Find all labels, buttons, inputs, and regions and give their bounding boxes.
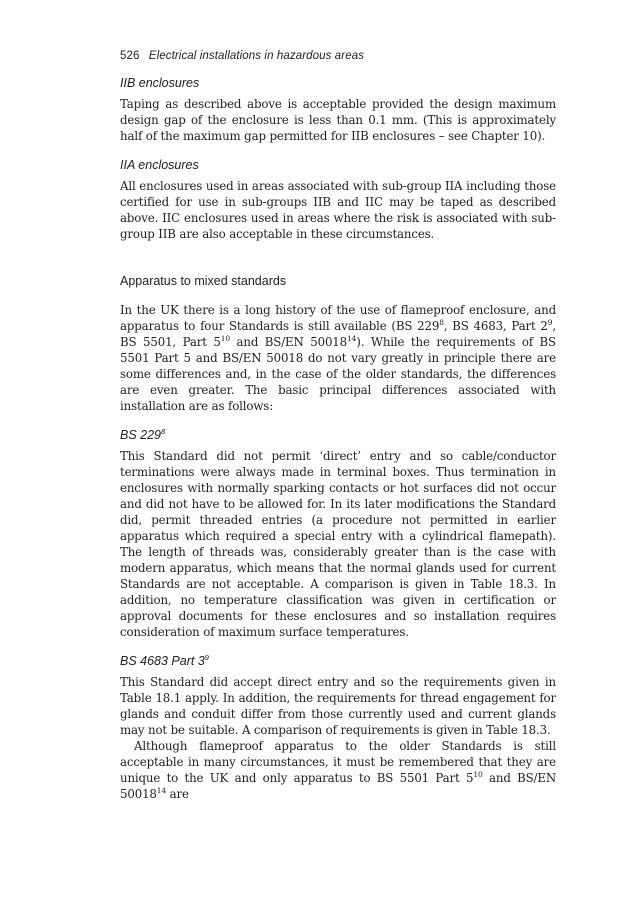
bs4683-heading: BS 4683 Part $3^9$ <box>120 652 209 668</box>
mixed-standards-heading: Apparatus to mixed standards <box>120 274 287 288</box>
page-number: 526 <box>120 50 140 62</box>
running-header <box>120 50 556 62</box>
book-page <box>120 50 556 802</box>
bs229-heading: BS $229^8$ <box>120 426 166 442</box>
mixed-standards-paragraph: In the UK there is a long history of the use of flameproof enclosure, and apparatus to four Standards is still available (BS $229^8$, BS 4683, Part $2^9$, BS 5501, Part $5^{10}$ and BS/EN 50018$^{14}$). While the requirements of BS 5501 Part 5 and BS/EN 50018 do not vary greatly in principle there are some differences and, in the case of the older standards, the differences are even greater. The basic principal differences associated with installation are as follows: <box>120 303 556 413</box>
iib-paragraph: Taping as described above is acceptable provided the design maximum design gap of the enclosure is less than 0.1 mm. (This is approximately half of the maximum gap permitted for IIB enclosures – see Chapter 10). <box>120 97 556 143</box>
bs4683-paragraph: This Standard did accept direct entry and so the requirements given in Table 18.1 apply. In addition, the requirements for thread engagement for glands and conduit differ from those currently used and current glands may not be suitable. A comparison of requirements is given in Table 18.3. <box>120 675 556 737</box>
running-title: Electrical installations in hazardous areas <box>148 50 365 62</box>
iib-heading: IIB enclosures <box>120 76 200 90</box>
iia-heading: IIA enclosures <box>120 158 199 172</box>
iia-paragraph: All enclosures used in areas associated with sub-group IIA including those certified for use in sub-groups IIB and IIC may be taped as described above. IIC enclosures used in areas where the risk is associated with sub-group IIB are also acceptable in these circumstances. <box>120 179 556 241</box>
bs229-paragraph: This Standard did not permit ‘direct’ entry and so cable/conductor terminations were always made in terminal boxes. Thus termination in enclosures with normally sparking contacts or hot surfaces did not occur and did not have to be allowed for. In its later modifications the Standard did, permit threaded entries (a procedure not permitted in earlier apparatus which required a special entry with a cylindrical flamepath). The length of threads was, considerably greater than is the case with modern apparatus, which means that the normal glands used for current Standards are not acceptable. A comparison is given in Table 18.3. In addition, no temperature classification was given in certification or approval documents for these enclosures and so installation requires consideration of maximum surface temperatures. <box>120 449 556 639</box>
older-standards-paragraph: Although flameproof apparatus to the older Standards is still acceptable in many circumstances, it must be remembered that they are unique to the UK and only apparatus to BS 5501 Part $5^{10}$ and BS/EN 50018$^{14}$ are <box>120 739 557 801</box>
